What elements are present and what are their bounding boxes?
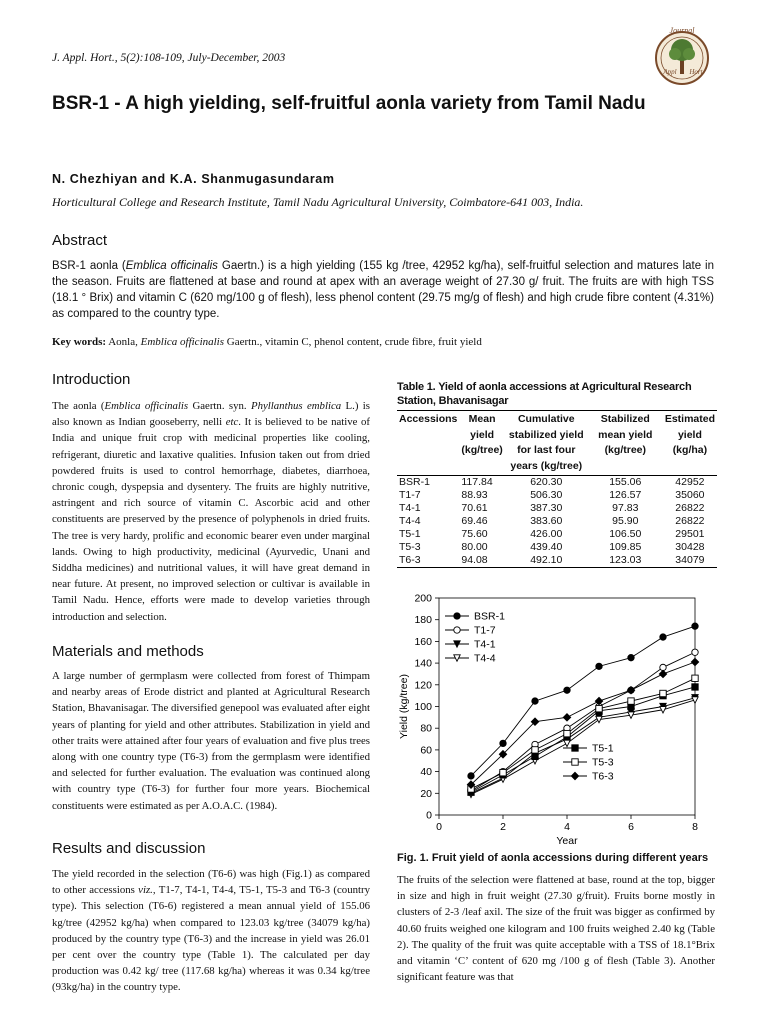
logo-text-hort: Hort <box>689 68 703 76</box>
y-tick-label: 200 <box>414 592 432 605</box>
y-tick-label: 180 <box>414 614 432 627</box>
data-point-t6-3 <box>595 697 602 704</box>
table-header-stabilized: Stabilized mean yield (kg/tree) <box>598 413 653 456</box>
abstract-heading: Abstract <box>52 232 108 249</box>
x-tick-label: 0 <box>436 821 442 833</box>
data-point-bsr-1 <box>596 663 602 669</box>
legend-marker-bsr-1 <box>454 613 460 619</box>
keywords: Key words: Aonla, Emblica officinalis Gaertn., vitamin C, phenol content, crude fibre, fruit yield <box>52 336 482 348</box>
data-point-t6-3 <box>563 714 570 721</box>
table-row: T4-1 70.61 387.30 97.83 26822 <box>399 502 705 514</box>
x-tick-label: 4 <box>564 821 570 833</box>
introduction-heading: Introduction <box>52 371 131 388</box>
results-heading: Results and discussion <box>52 840 206 857</box>
legend-marker-t5-3 <box>572 759 578 765</box>
table-header-accessions: Accessions <box>399 413 458 425</box>
keywords-label: Key words: <box>52 336 107 348</box>
logo-text-journal: Journal <box>669 26 695 35</box>
data-point-t4-4 <box>692 697 698 703</box>
data-point-t6-3 <box>627 687 634 694</box>
data-point-t6-3 <box>691 658 698 665</box>
paper-title: BSR-1 - A high yielding, self-fruitful aonla variety from Tamil Nadu <box>52 93 646 114</box>
x-tick-label: 8 <box>692 821 698 833</box>
data-point-bsr-1 <box>468 773 474 779</box>
continuation-text: The fruits of the selection were flattened at base, round at the top, bigger in size and high in fruit weight (27.30 g/fruit). Fruits borne mostly in clusters of 2-3 /leaf axil. The size of the fruit was bigger as confirmed by 40.60 fruits weighed one kilogram and 100 fruits weighed 2.40 kg (Table 2). The quality of the fruit was quite acceptable with a TSS of 18.1°Brix and vitamin ‘C’ content of 620 mg /100 g of flesh (Table 3). Another significant feature was that <box>397 874 715 984</box>
y-tick-label: 100 <box>414 701 432 713</box>
legend-marker-t1-7 <box>454 627 460 633</box>
y-axis-label: Yield (kg/tree) <box>398 674 410 739</box>
legend-label-t4-4: T4-4 <box>474 652 496 665</box>
legend-label-bsr-1: BSR-1 <box>474 610 505 623</box>
y-tick-label: 80 <box>420 722 432 735</box>
data-point-t6-3 <box>659 670 666 677</box>
table-row: T1-7 88.93 506.30 126.57 35060 <box>399 489 705 501</box>
methods-text: A large number of germplasm were collected from forest of Thimpam and nearby areas of Erode district and planted at Agricultural Research Station, Bhavanisagar. The diversified genepool was evaluated after eight years of planting for yield and other attributes. Stabilization in yield and other traits were attained after four years of evaluation and five plus trees along with one country type (T6-3) from the germplasm were identified and selected for further evaluation. The evaluation was continued along with country type (T6-3) for further four more years. Biochemical constituents were estimated as per A.O.A.C. (1984). <box>52 670 370 812</box>
data-point-bsr-1 <box>564 687 570 693</box>
data-point-t5-3 <box>500 769 506 775</box>
data-point-t5-3 <box>564 730 570 736</box>
data-point-t4-4 <box>564 740 570 746</box>
series-line-t4-4 <box>471 700 695 794</box>
introduction-text: The aonla (Emblica officinalis Gaertn. syn. Phyllanthus emblica L.) is also known as Indian gooseberry, nelli etc. It is believed to be native of India and unique fruit crop with medicinal properties like cooling, refrigerant, diuretic and laxative qualities. Infusion taken out from dried powdered fruits is used to control hemorrhage, diabetes, diarrhoea, chronic cough, dyspepsia and dysentery. The fruits are highly nutritive, astringent and rich source of vitamin C. Ascorbic acid and other constituents are preserved by the presence of polyphenols in dried fruits. The tree is very hardy, prolific and economic bearer even under marginal lands. Owing to high productivity, medicinal (Ayurvedic, Unani and Siddha medicines) and nutritional values, it will have great demand in near future. At present, no improved selection or cultivar is available in Tamil Nadu. Hence, efforts were made to develop varieties through introduction and selection. <box>52 400 370 623</box>
journal-citation: J. Appl. Hort., 5(2):108-109, July-December, 2003 <box>52 52 286 64</box>
data-point-t5-3 <box>692 675 698 681</box>
y-tick-label: 140 <box>414 657 432 670</box>
y-tick-label: 120 <box>414 679 432 692</box>
data-point-bsr-1 <box>628 654 634 660</box>
y-tick-label: 20 <box>420 787 432 800</box>
table-row: BSR-1 117.84 620.30 155.06 42952 <box>399 476 705 488</box>
figure1-caption: Fig. 1. Fruit yield of aonla accessions during different years <box>397 852 709 864</box>
y-tick-label: 40 <box>420 766 432 779</box>
legend-marker-t6-3 <box>571 772 578 779</box>
journal-logo <box>650 24 714 88</box>
table1 <box>397 410 717 568</box>
legend-label-t5-1: T5-1 <box>592 742 614 755</box>
authors: N. Chezhiyan and K.A. Shanmugasundaram <box>52 172 335 186</box>
logo-text-appl: Appl <box>663 68 677 76</box>
table-header-estimated: Estimated yield (kg/ha) <box>664 413 715 456</box>
table1-caption: Table 1. Yield of aonla accessions at Agricultural Research Station, Bhavanisagar <box>397 381 692 407</box>
table-header-cumulative: Cumulative stabilized yield for last four years (kg/tree) <box>508 413 584 472</box>
data-point-bsr-1 <box>660 634 666 640</box>
legend-label-t6-3: T6-3 <box>592 770 614 783</box>
affiliation: Horticultural College and Research Institute, Tamil Nadu Agricultural University, Coimbatore-641 003, India. <box>52 195 584 209</box>
methods-heading: Materials and methods <box>52 643 204 660</box>
data-point-bsr-1 <box>500 740 506 746</box>
data-point-t5-3 <box>596 705 602 711</box>
x-tick-label: 2 <box>500 821 506 833</box>
figure1-yield-chart <box>395 588 715 850</box>
data-point-t5-3 <box>660 690 666 696</box>
data-point-bsr-1 <box>692 623 698 629</box>
table-row: T4-4 69.46 383.60 95.90 26822 <box>399 515 705 527</box>
y-tick-label: 60 <box>420 744 432 757</box>
results-text: The yield recorded in the selection (T6-6) was high (Fig.1) as compared to other accessions viz., T1-7, T4-1, T4-4, T5-1, T5-3 and T6-3 (country type). This selection (T6-6) registered a mean annual yield of 155.06 kg/tree (42952 kg/ha) when compared to 123.03 kg/tree (34079 kg/ha) produced by the country type (T6-3) and the increase in yield was 26.01 per cent over the country type (Table 1). The calculated per day production was 0.42 kg/ tree (117.68 kg/ha) whereas it was 0.34 kg/tree (93kg/ha) in the country type. <box>52 868 370 994</box>
table-header-mean-yield: Mean yield (kg/tree) <box>461 413 503 456</box>
data-point-t5-3 <box>628 698 634 704</box>
y-tick-label: 160 <box>414 635 432 648</box>
x-tick-label: 6 <box>628 821 634 833</box>
abstract-text: BSR-1 aonla (Emblica officinalis Gaertn.) is a high yielding (155 kg /tree, 42952 kg/ha), self-fruitful selection and matures late in the season. Fruits are flattened at base and round at apex with an average weight of 27.30 g/ fruit. The fruits are with high TSS (18.1 ° Brix) and vitamin C (620 mg/100 g of flesh), less phenol content (29.75 mg/g of flesh) and high crude fibre content (4.31%) as compared to the country type. <box>52 260 714 320</box>
data-point-bsr-1 <box>532 698 538 704</box>
y-tick-label: 0 <box>426 809 432 822</box>
data-point-t5-1 <box>532 753 538 759</box>
table-row: T6-3 94.08 492.10 123.03 34079 <box>397 554 717 568</box>
data-point-t5-3 <box>532 747 538 753</box>
legend-label-t5-3: T5-3 <box>592 756 614 769</box>
legend-label-t4-1: T4-1 <box>474 638 496 651</box>
legend-marker-t5-1 <box>572 745 578 751</box>
table-row: T5-1 75.60 426.00 106.50 29501 <box>399 528 705 540</box>
legend-label-t1-7: T1-7 <box>474 624 496 637</box>
data-point-t5-1 <box>692 684 698 690</box>
table-row: T5-3 80.00 439.40 109.85 30428 <box>399 541 705 553</box>
x-axis-label: Year <box>556 835 578 847</box>
data-point-t1-7 <box>692 649 698 655</box>
